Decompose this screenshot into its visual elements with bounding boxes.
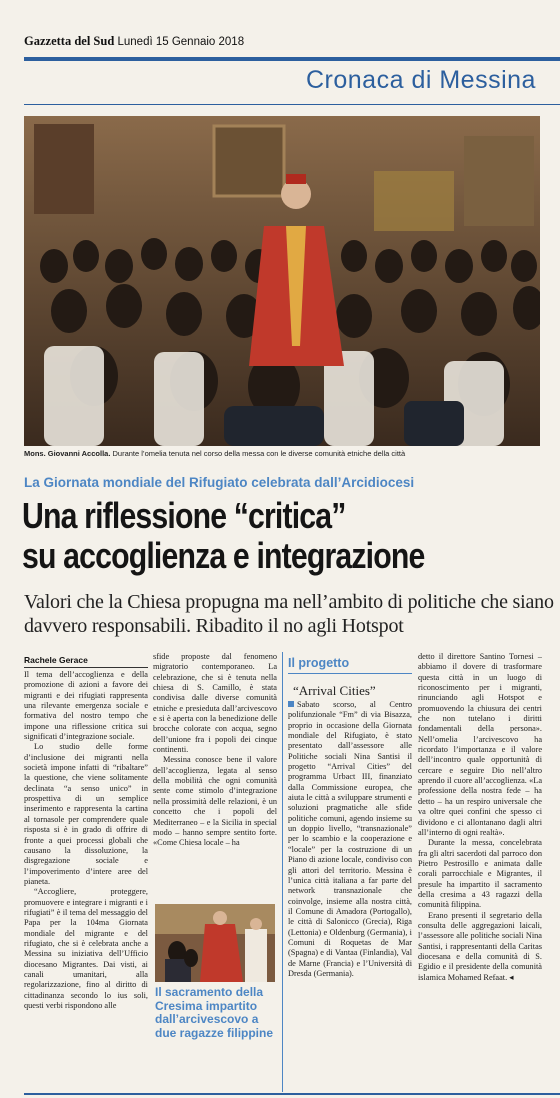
paragraph: Lo studio delle forme d’inclusione dei migranti nella società impone infatti di “ribaltare” la questione, che viene solitamente declinata “a senso unico” in prospettiva di un semplice inserimento e rappresenta la cartina al tornasole per comprendere quale risposta si è in grado di offrire di fronte a quei processi globali che causano la dissoluzione, la disgregazione sociale e l’impoverimento d’intere aree del pianeta. xyxy=(24,742,148,886)
section-rule xyxy=(24,104,560,105)
article-kicker: La Giornata mondiale del Rifugiato celebrata dall’Arcidiocesi xyxy=(24,475,415,490)
article-subhead: Valori che la Chiesa propugna ma nell’ambito di politiche che siano davvero responsabili. Ribadito il no agli Hotspot xyxy=(24,591,554,637)
main-photo xyxy=(24,116,540,446)
issue-date: Lunedì 15 Gennaio 2018 xyxy=(117,36,245,48)
photo-caption xyxy=(24,449,544,458)
caption-text: Durante l’omelia tenuta nel corso della messa con le diverse comunità etniche della città xyxy=(112,449,406,458)
sidebar-box-subtitle: “Arrival Cities” xyxy=(293,683,376,698)
caption-name: Mons. Giovanni Accolla. xyxy=(24,449,111,458)
byline: Rachele Gerace xyxy=(24,655,148,668)
paragraph: “Accogliere, proteggere, promuovere e integrare i migranti e i rifugiati” è il tema del messaggio del Papa per la 104ma Giornata mondiale del migrante e del rifugiato, che si è celebrata anche a Messina su iniziativa dell’Ufficio diocesano Migrantes. Dai visti, ai canali umanitari, alla regolarizzazione, fino al diritto di cittadinanza secondo lo ius soli, questi verbi rispondono alle xyxy=(24,887,148,1010)
paper-name: Gazzetta del Sud xyxy=(24,34,115,48)
paragraph: Messina conosce bene il valore dell’accoglienza, legata al senso della mobilità che ogni comunità sente come stimolo d’integrazione nella prossimità delle relazioni, è un concetto che i popoli del Mediterraneo – e la Sicilia in special modo – hanno sempre sentito forte. «Come Chiesa locale – ha xyxy=(153,755,277,848)
sidebar-box-text: Sabato scorso, al Centro polifunzionale “Fm” di via Bisazza, proprio in occasione della Giornata mondiale del Rifugiato, è stato presentato dall’assessore alle Politiche sociali Nina Santisi il progetto “Arrival Cities” del programma Urbact III, finanziato dalla Commissione europea, che aiuta le città a sviluppare strumenti e soluzioni pragmatiche alle sfide politiche comuni, agendo insieme su un doppio livello, “transnazionale” per lo scambio e la cooperazione e “locale” per la costruzione di un Piano di azione locale, condiviso con gli attori del territorio. Messina è l’unica città italiana a far parte del network transnazionale che coinvolge, insieme alla nostra città, il Comune di Amadora (Portogallo), le città di Salonicco (Grecia), Riga (Lettonia) e Oldenburg (Germania), i Comuni di Roquetas de Mar (Spagna) e di Vantaa (Finlandia), Val de Marne (Francia) e l’Università di Dresda (Germania). xyxy=(288,700,412,978)
paragraph: Durante la messa, concelebrata fra gli altri sacerdoti dal parroco don Pietro Pestrosillo e animata dalle corali parrocchiale e Migrantes, il presule ha impartito il sacramento della cresima a 43 ragazzi della comunità filippina. xyxy=(418,838,542,910)
main-photo-illustration xyxy=(24,116,540,446)
sidebar-box-body xyxy=(288,686,412,1090)
inset-photo xyxy=(155,904,275,982)
article-column-2 xyxy=(153,652,277,904)
masthead-rule xyxy=(24,57,560,61)
headline-line-2: su accoglienza e integrazione xyxy=(22,535,425,576)
bullet-square-icon xyxy=(288,701,294,707)
sidebar-box-border xyxy=(282,652,283,1092)
paragraph: detto il direttore Santino Tornesi – abbiamo il dovere di trasformare questa città in un luogo di riconoscimento per i migranti, rinunciando agli Hotspot e promuovendo la chiusura dei centri che non tutelano i diritti fondamentali della persona». Nell’omelia l’arcivescovo ha ricordato l’importanza e il valore dell’incontro quale opportunità di cercare e seguire Dio nell’altro aprendo il cuore all’accoglienza. «La professione della nostra fede – ha detto – ha un respiro universale che va oltre quei confini che spesso ci dividono e ci allontanano dagli altri all’interno di ogni realtà». xyxy=(418,652,542,837)
paragraph: Erano presenti il segretario della consulta delle aggregazioni laicali, l’assessore alle politiche sociali Nina Santisi, i rappresentanti della Caritas diocesana e della comunità di S. Egidio e il presidente della comunità islamica Mohamed Refaat. ◂ xyxy=(418,910,542,982)
article-headline xyxy=(22,496,474,576)
inset-caption: Il sacramento della Cresima impartito dall’arcivescovo a due ragazze filippine xyxy=(155,985,274,1040)
article-column-1 xyxy=(24,670,148,1090)
bottom-rule xyxy=(24,1093,560,1095)
paragraph: Il tema dell’accoglienza e della promozione di azioni a favore dei migranti e dei rifugiati rappresenta una rilevante emergenza sociale e formativa del nostro tempo che impone una riflessione critica sui significati d’integrazione sociale. xyxy=(24,670,148,742)
inset-photo-illustration xyxy=(155,904,275,982)
paragraph xyxy=(288,700,412,979)
article-column-4 xyxy=(418,652,542,1082)
paragraph: sfide proposte dal fenomeno migratorio contemporaneo. La celebrazione, che si è tenuta nella chiesa di S. Camillo, è stata condivisa dalle diverse comunità etniche e presieduta dall’arcivescovo e si è aperta con la benedizione delle brocche colorate con acqua, segno dell’unione fra i popoli dei cinque continenti. xyxy=(153,652,277,755)
headline-line-1: Una riflessione “critica” xyxy=(22,495,346,536)
section-title: Cronaca di Messina xyxy=(306,66,536,94)
masthead xyxy=(24,34,560,49)
sidebar-box-title: Il progetto xyxy=(288,656,412,674)
